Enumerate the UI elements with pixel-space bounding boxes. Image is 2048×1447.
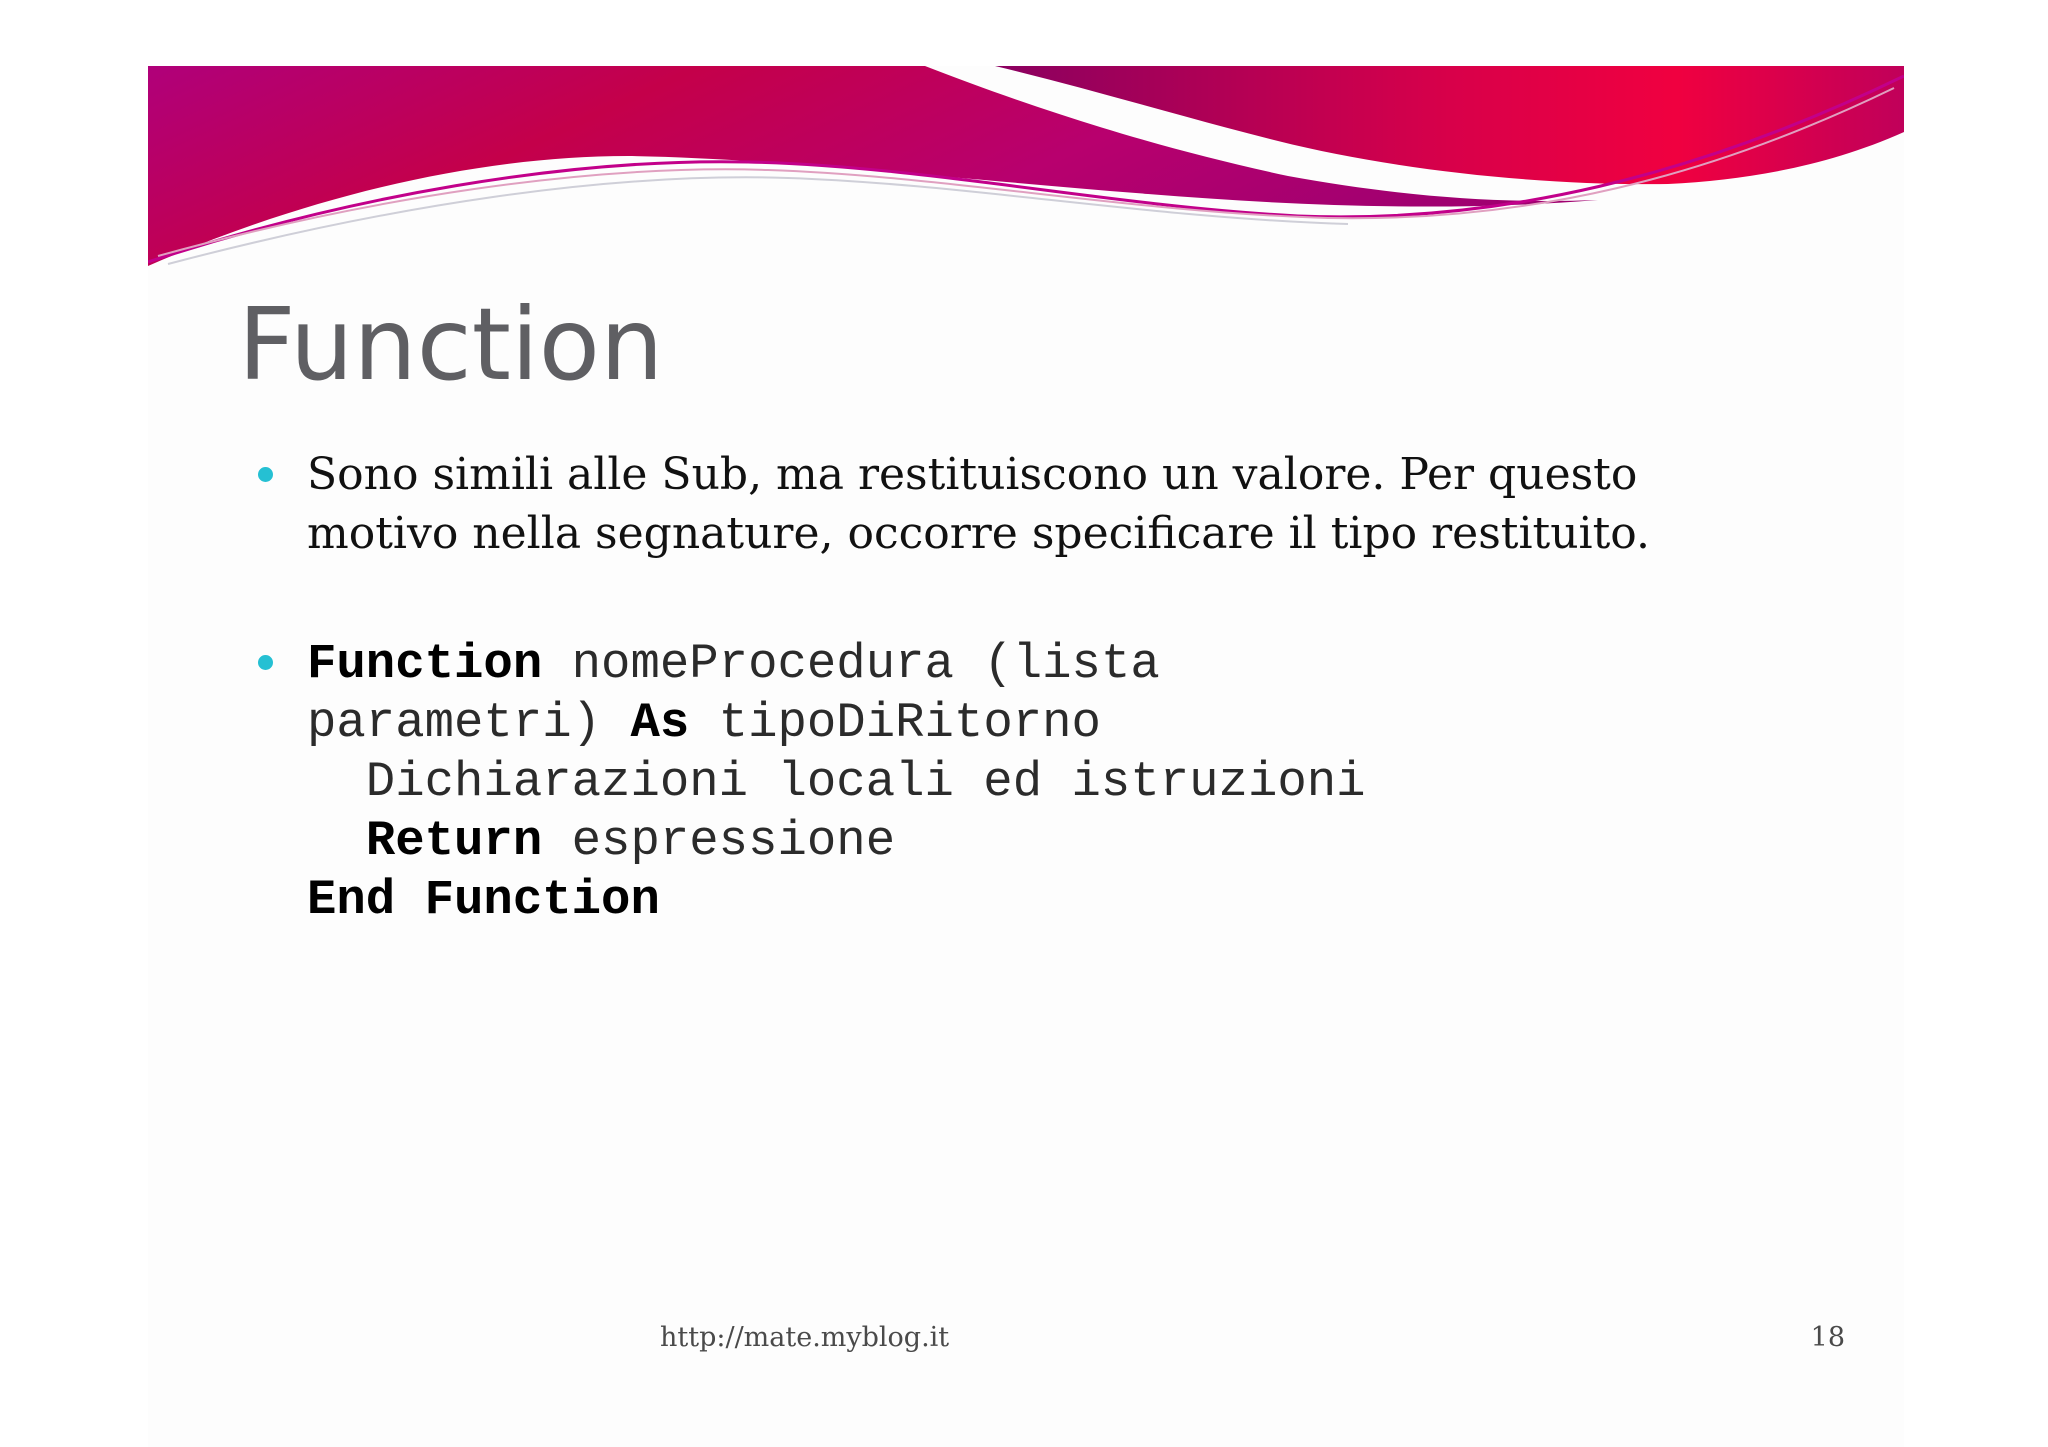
bullet-dot-icon <box>258 467 273 482</box>
code-text: parametri) <box>307 695 631 751</box>
code-line-4 <box>307 812 1775 871</box>
code-line-5 <box>307 871 1775 930</box>
code-text: Dichiarazioni locali ed istruzioni <box>307 754 1366 810</box>
code-text: nomeProcedura (lista <box>542 636 1160 692</box>
bullet-list <box>255 445 1775 930</box>
code-keyword: Return <box>365 813 543 869</box>
code-indent <box>307 813 366 869</box>
code-bullet-item <box>255 635 1775 930</box>
slide-title: Function <box>238 286 664 403</box>
code-line-2 <box>307 694 1775 753</box>
footer-url: http://mate.myblog.it <box>660 1322 950 1353</box>
bullet-item <box>255 445 1775 563</box>
decorative-wave-banner <box>148 66 1904 276</box>
code-text: espressione <box>542 813 896 869</box>
bullet-dot-icon <box>258 655 273 670</box>
code-keyword: End Function <box>307 872 660 928</box>
code-keyword: As <box>630 695 690 751</box>
code-text: tipoDiRitorno <box>689 695 1101 751</box>
page-number: 18 <box>1810 1322 1845 1353</box>
code-line-3 <box>307 753 1775 812</box>
code-keyword: Function <box>307 636 543 692</box>
bullet-text: Sono simili alle Sub, ma restituiscono un valore. Per questo motivo nella segnature, occorre specificare il tipo restituito. <box>307 449 1651 559</box>
code-line-1 <box>307 635 1775 694</box>
